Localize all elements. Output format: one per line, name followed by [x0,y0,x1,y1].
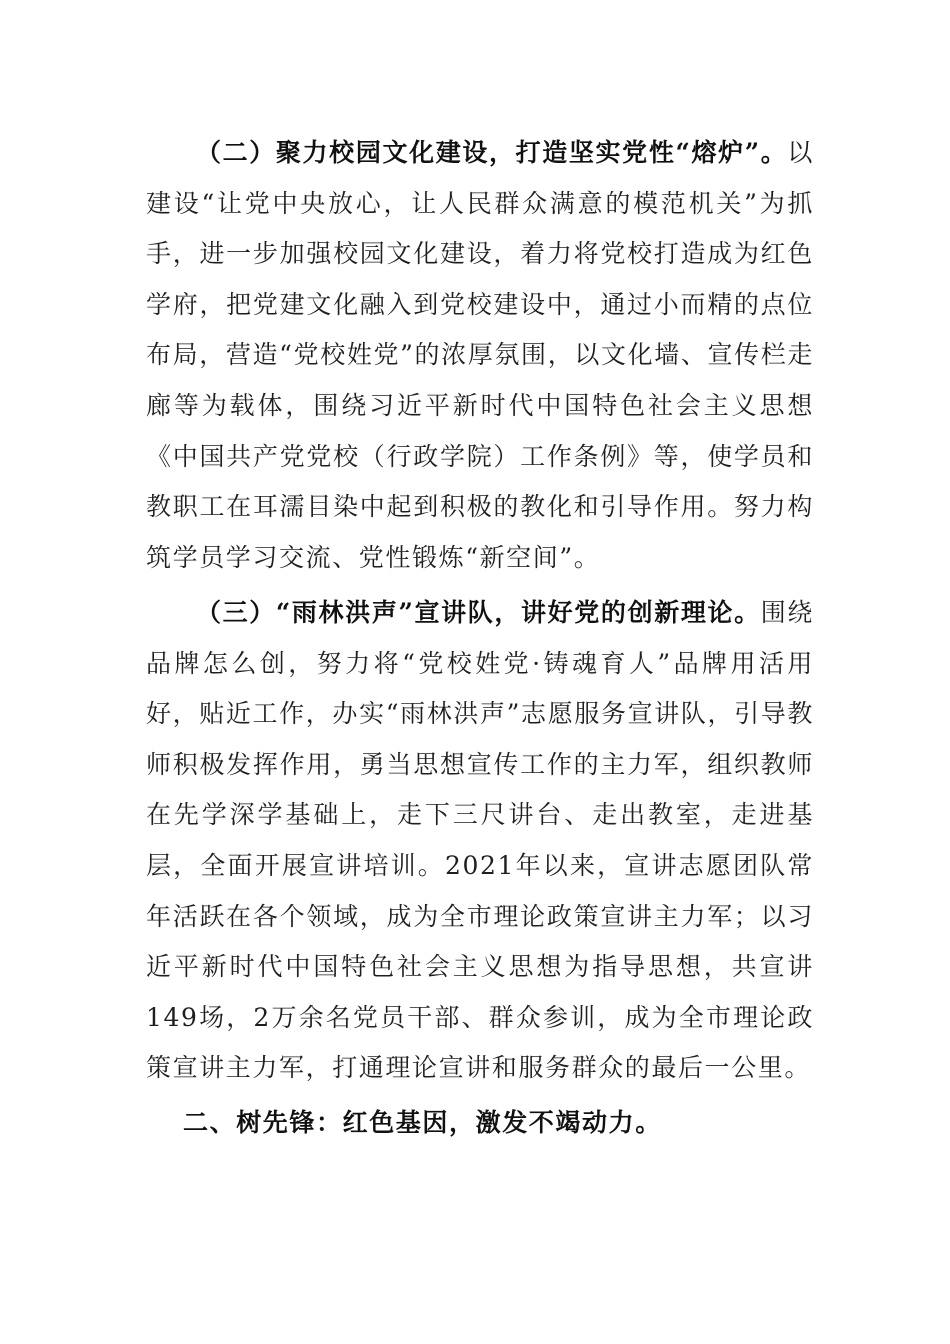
paragraph-lecture-team [146,588,814,1094]
section-heading: 二、树先锋：红色基因，激发不竭动力。 [183,1108,662,1137]
paragraph-body-text: 以建设“让党中央放心，让人民群众满意的模范机关”为抓手，进一步加强校园文化建设，着力将党校打造成为红色学府，把党建文化融入到党校建设中，通过小而精的点位布局，营造“党校姓党”的浓厚氛围，以文化墙、宣传栏走廊等为载体，围绕习近平新时代中国特色社会主义思想《中国共产党党校（行政学院）工作条例》等，使学员和教职工在耳濡目染中起到积极的教化和引导作用。努力构筑学员学习交流、党性锻炼“新空间”。 [146,138,814,572]
paragraph-culture-construction [146,128,814,583]
paragraph-lead-heading: （三）“雨林洪声”宣讲队，讲好党的创新理论。 [196,598,761,627]
paragraph-lead-heading: （二）聚力校园文化建设，打造坚实党性“熔炉”。 [196,138,788,167]
paragraph-body-text: 围绕品牌怎么创，努力将“党校姓党·铸魂育人”品牌用活用好，贴近工作，办实“雨林洪声”志愿服务宣讲队，引导教师积极发挥作用，勇当思想宣传工作的主力军，组织教师在先学深学基础上，走下三尺讲台、走出教室，走进基层，全面开展宣讲培训。2021年以来，宣讲志愿团队常年活跃在各个领域，成为全市理论政策宣讲主力军；以习近平新时代中国特色社会主义思想为指导思想，共宣讲149场，2万余名党员干部、群众参训，成为全市理论政策宣讲主力军，打通理论宣讲和服务群众的最后一公里。 [146,598,815,1083]
